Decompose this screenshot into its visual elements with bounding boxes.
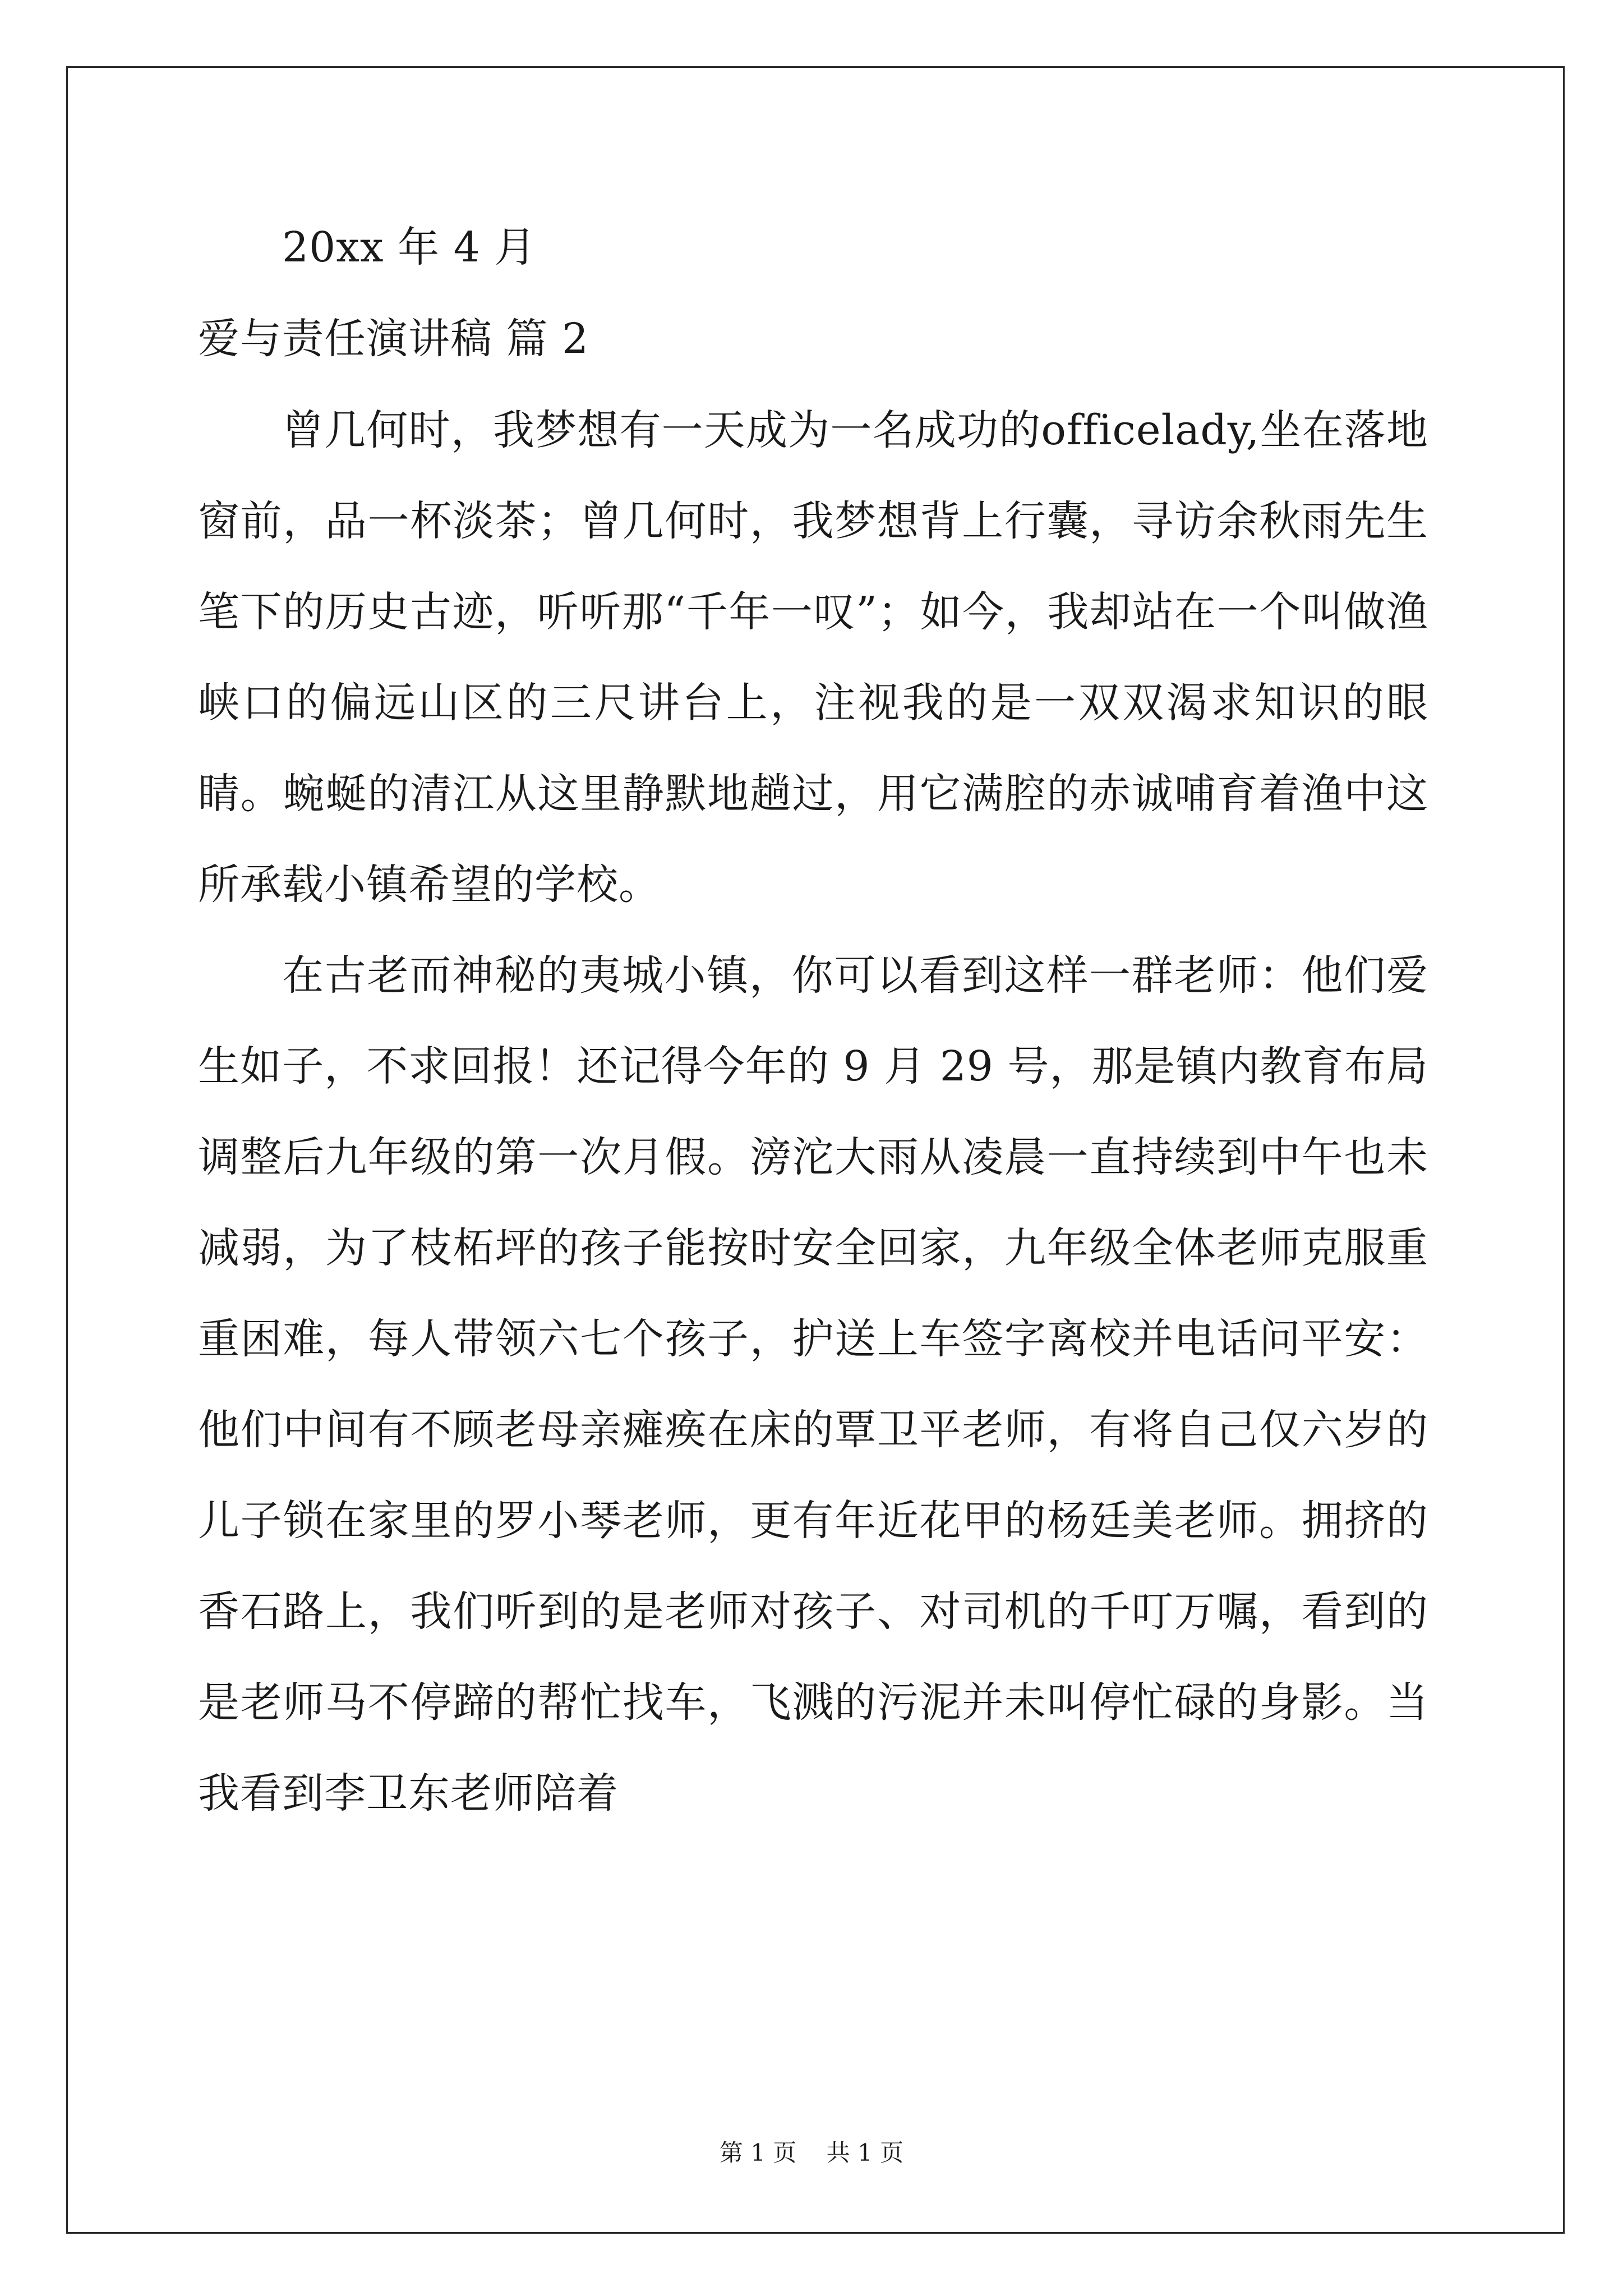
- section-title: 爱与责任演讲稿 篇 2: [198, 315, 589, 363]
- document-body: [198, 202, 1428, 1839]
- page-footer: [0, 2136, 1623, 2170]
- page-number: 第 1 页: [719, 2139, 797, 2166]
- page-count: 共 1 页: [826, 2139, 904, 2166]
- date-line: 20xx 年 4 月: [282, 223, 537, 272]
- paragraph-2: 在古老而神秘的夷城小镇，你可以看到这样一群老师：他们爱生如子，不求回报！还记得今年的 9 月 29 号，那是镇内教育布局调整后九年级的第一次月假。滂沱大雨从凌晨一直持续到中午也未减弱，为了枝柘坪的孩子能按时安全回家，九年级全体老师克服重重困难，每人带领六七个孩子，护送上车签字离校并电话问平安：他们中间有不顾老母亲瘫痪在床的覃卫平老师，有将自己仅六岁的儿子锁在家里的罗小琴老师，更有年近花甲的杨廷美老师。拥挤的香石路上，我们听到的是老师对孩子、对司机的千叮万嘱，看到的是老师马不停蹄的帮忙找车，飞溅的污泥并未叫停忙碌的身影。当我看到李卫东老师陪着: [198, 951, 1428, 1818]
- paragraph-1: 曾几何时，我梦想有一天成为一名成功的officelady,坐在落地窗前，品一杯淡茶；曾几何时，我梦想背上行囊，寻访余秋雨先生笔下的历史古迹，听听那“千年一叹”；如今，我却站在一个叫做渔峡口的偏远山区的三尺讲台上，注视我的是一双双渴求知识的眼睛。蜿蜒的清江从这里静默地趟过，用它满腔的赤诚哺育着渔中这所承载小镇希望的学校。: [198, 406, 1428, 909]
